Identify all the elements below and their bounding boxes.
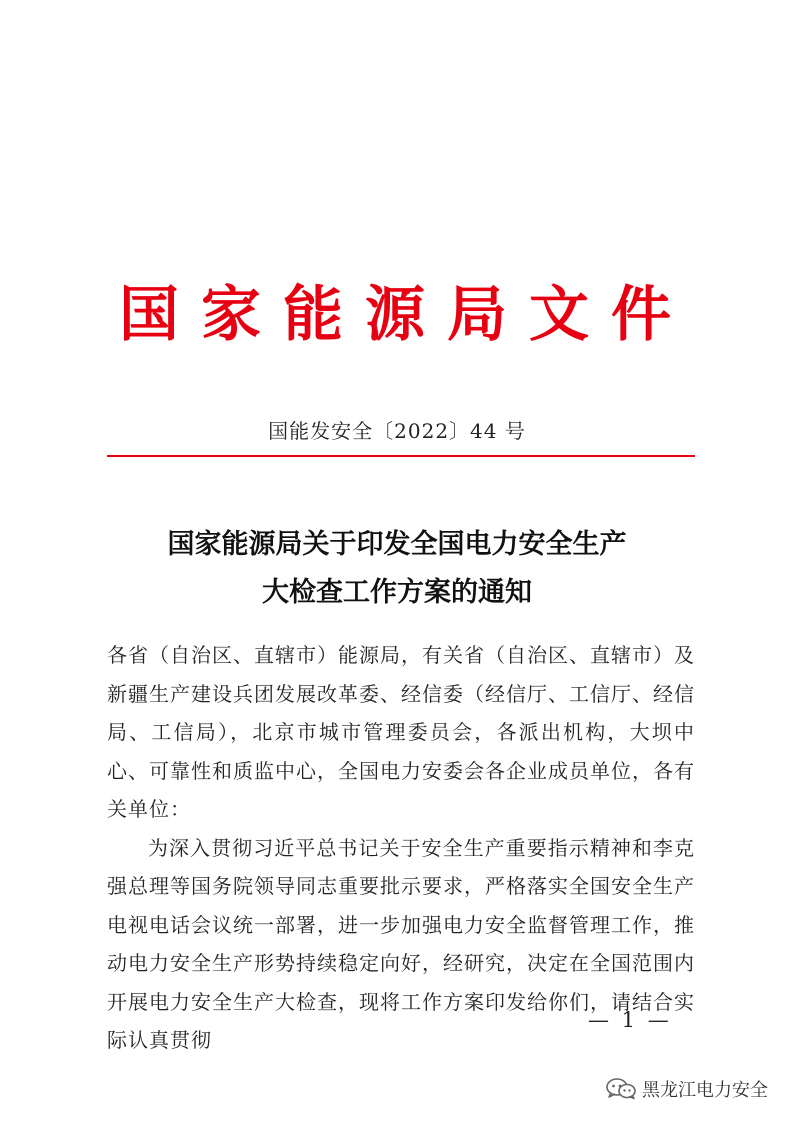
red-divider-line [107, 455, 695, 457]
notice-title-line-2: 大检查工作方案的通知 [262, 577, 532, 608]
notice-title-line-1: 国家能源局关于印发全国电力安全生产 [167, 529, 627, 560]
notice-title [0, 521, 794, 617]
wechat-icon [606, 1078, 636, 1100]
body-paragraph: 为深入贯彻习近平总书记关于安全生产重要指示精神和李克强总理等国务院领导同志重要批示要求，严格落实全国安全生产电视电话会议统一部署，进一步加强电力安全监督管理工作，推动电力安全生产形势持续稳定向好，经研究，决定在全国范围内开展电力安全生产大检查，现将工作方案印发给你们，请结合实际认真贯彻 [107, 835, 695, 1052]
account-watermark [606, 1076, 768, 1102]
recipients-paragraph: 各省（自治区、直辖市）能源局，有关省（自治区、直辖市）及新疆生产建设兵团发展改革委、经信委（经信厅、工信厅、经信局、工信局），北京市城市管理委员会，各派出机构，大坝中心、可靠性和质监中心，全国电力安委会各企业成员单位，各有关单位： [107, 643, 695, 821]
watermark-label: 黑龙江电力安全 [642, 1080, 768, 1101]
document-body [107, 636, 695, 1060]
page-number: — 1 — [588, 1008, 672, 1032]
document-number: 国能发安全〔2022〕44 号 [268, 419, 526, 443]
document-header-title: 国家能源局文件 [119, 280, 693, 350]
